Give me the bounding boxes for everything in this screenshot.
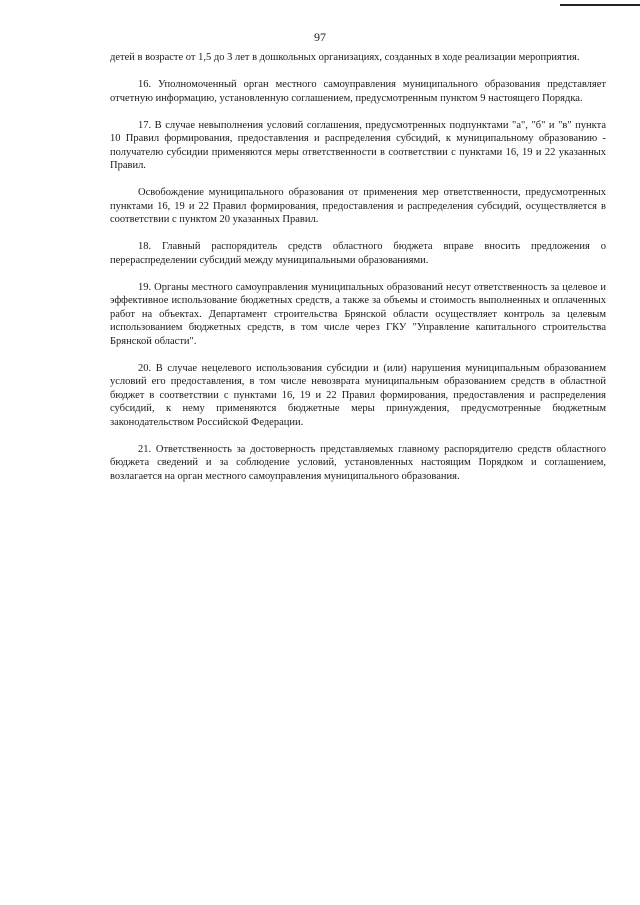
- document-body: [110, 51, 606, 497]
- paragraph-16: 16. Уполномоченный орган местного самоуправления муниципального образования представляет отчетную информацию, установленную соглашением, предусмотренным пунктом 9 настоящего Порядка.: [110, 79, 606, 104]
- top-rule: [560, 4, 640, 6]
- paragraph-20: 20. В случае нецелевого использования субсидии и (или) нарушения муниципальным образованием условий его предоставления, в том числе невозврата муниципальным образованием средств в областной бюджет в соответствии с пунктами 16, 19 и 22 Правил формирования, предоставления и распределения субсидий, к нему применяются бюджетные меры принуждения, предусмотренные бюджетным законодательством Российской Федерации.: [110, 362, 606, 428]
- paragraph-17-exemption: Освобождение муниципального образования от применения мер ответственности, предусмотренных пунктами 16, 19 и 22 Правил формирования, предоставления и распределения субсидий, осуществляется в соответствии с пунктом 20 указанных Правил.: [110, 187, 606, 225]
- paragraph-17: 17. В случае невыполнения условий соглашения, предусмотренных подпунктами "а", "б" и "в" пункта 10 Правил формирования, предоставления и распределения субсидий, к муниципальному образованию - получателю субсидии применяются меры ответственности в соответствии с пунктами 16, 19 и 22 указанных Правил.: [110, 119, 606, 171]
- paragraph-19: 19. Органы местного самоуправления муниципальных образований несут ответственность за целевое и эффективное использование бюджетных средств, а также за объемы и стоимость выполненных и оплаченных работ на объектах. Департамент строительства Брянской области осуществляет контроль за целевым использованием бюджетных средств, в том числе через ГКУ "Управление капитального строительства Брянской области".: [110, 281, 606, 347]
- page-number: 97: [314, 30, 326, 44]
- paragraph-continuation: детей в возрасте от 1,5 до 3 лет в дошкольных организациях, созданных в ходе реализации мероприятия.: [110, 52, 580, 63]
- paragraph-21: 21. Ответственность за достоверность представляемых главному распорядителю средств областного бюджета сведений и за соблюдение условий, установленных настоящим Порядком и соглашением, возлагается на орган местного самоуправления муниципального образования.: [110, 443, 606, 482]
- paragraph-18: 18. Главный распорядитель средств областного бюджета вправе вносить предложения о перераспределении субсидий между муниципальными образованиями.: [110, 241, 606, 266]
